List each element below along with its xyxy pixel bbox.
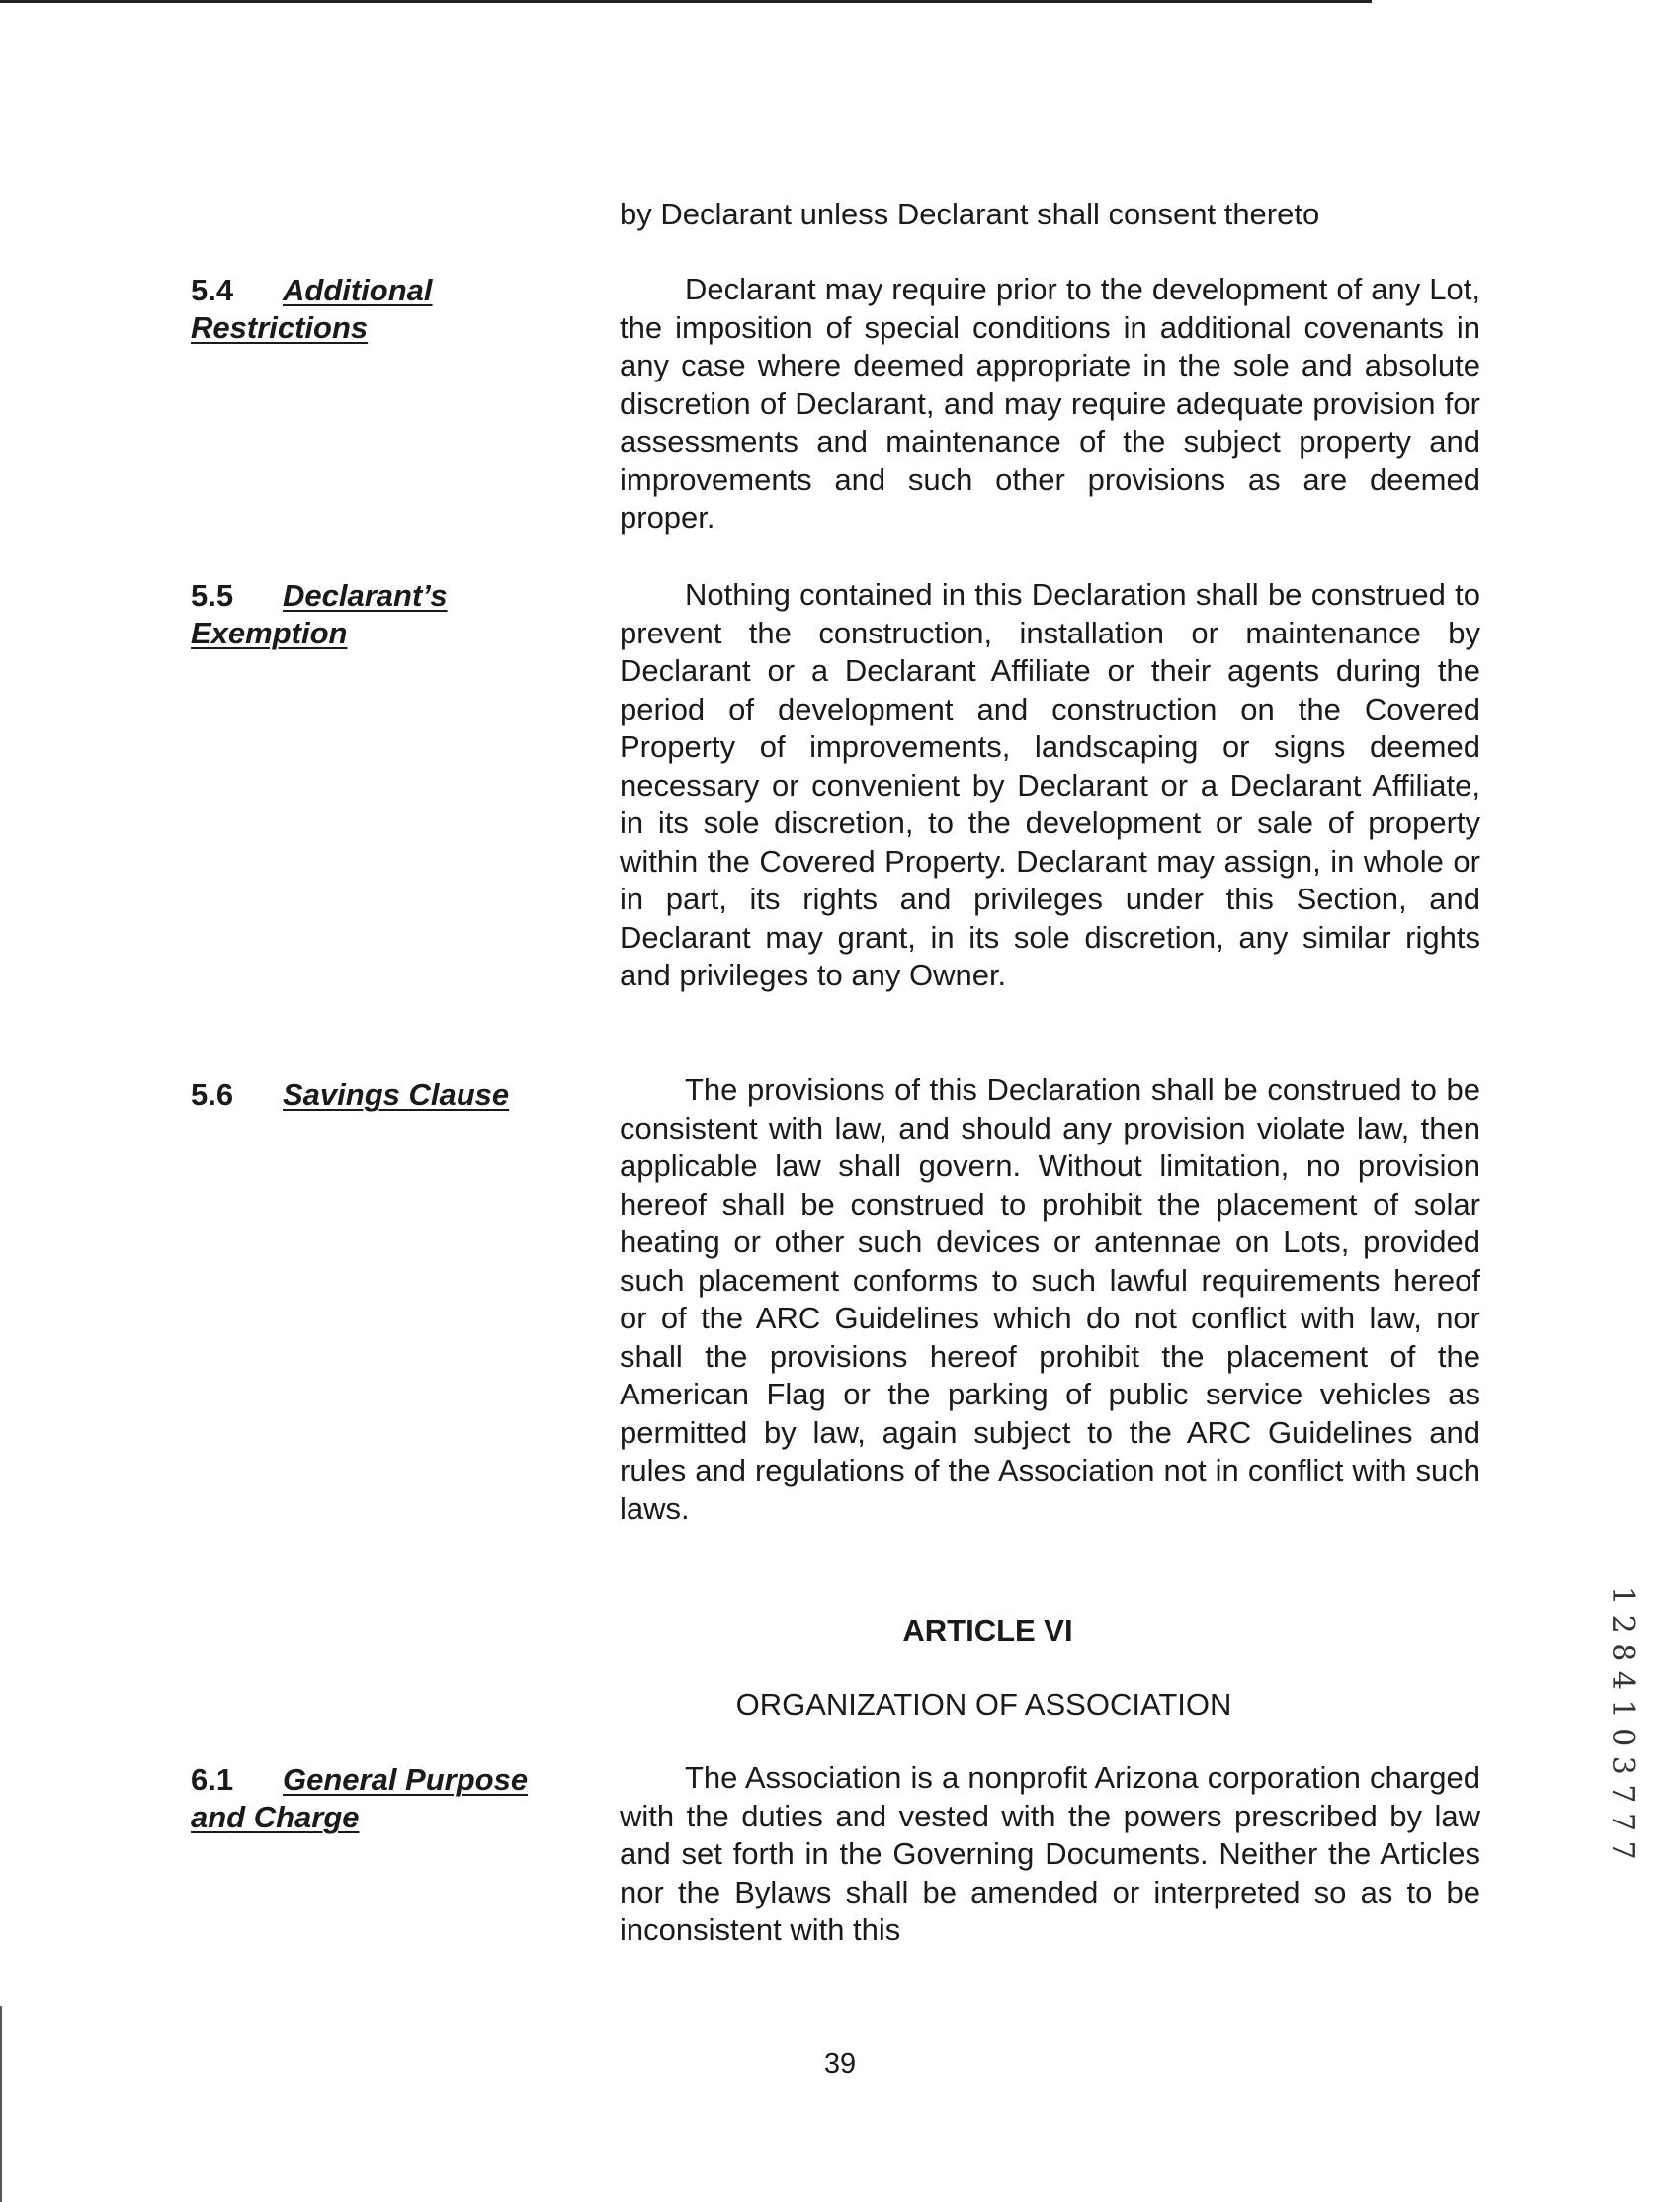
section-5-4-heading — [191, 272, 433, 347]
section-title-line1: General Purpose — [283, 1762, 529, 1797]
left-scan-edge — [0, 2006, 2, 2202]
section-title-line2: Exemption — [191, 616, 348, 650]
section-title-line2: Restrictions — [191, 310, 369, 345]
section-5-6-body: The provisions of this Declaration shall be construed to be consistent with law, and should any provision violate law, then applicable law shall govern. Without limitation, no provision hereof shall be construed to prohibit the placement of solar heating or other such devices or antennae on Lots, provided such placement conforms to such lawful requirements hereof or of the ARC Guidelines which do not conflict with law, nor shall the provisions hereof prohibit the placement of the American Flag or the parking of public service vehicles as permitted by law, again subject to the ARC Guidelines and rules and regulations of the Association not in conflict with such laws. — [620, 1072, 1480, 1526]
section-title-line1: Savings Clause — [283, 1077, 510, 1112]
continuation-line: by Declarant unless Declarant shall consent thereto — [620, 197, 1320, 231]
recording-number-text: 1 2 8 4 1 0 3 7 7 7 — [1605, 1586, 1639, 1860]
article-title: ARTICLE VI — [902, 1613, 1073, 1648]
top-scan-edge — [0, 0, 1372, 3]
section-5-4-body: Declarant may require prior to the development of any Lot, the imposition of special conditions in additional covenants in any case where deemed appropriate in the sole and absolute discretion of Declarant, and may require adequate provision for assessments and maintenance of the subject property and improvements and such other provisions as are deemed proper. — [620, 272, 1480, 535]
recording-number-stamp — [1605, 1586, 1648, 1860]
section-5-6-heading — [191, 1076, 509, 1114]
section-6-1-body: The Association is a nonprofit Arizona corporation charged with the duties and vested with the powers prescribed by law and set forth in the Governing Documents. Neither the Articles nor the Bylaws shall be amended or interpreted so as to be inconsistent with this — [620, 1760, 1480, 1947]
section-number: 6.1 — [191, 1762, 234, 1797]
page-number: 39 — [823, 2048, 857, 2079]
section-title-line1: Declarant’s — [283, 578, 448, 613]
section-number: 5.5 — [191, 578, 234, 613]
section-5-5-heading — [191, 577, 448, 652]
article-subtitle: ORGANIZATION OF ASSOCIATION — [735, 1687, 1232, 1722]
section-number: 5.4 — [191, 273, 234, 307]
section-title-line1: Additional — [283, 273, 433, 307]
section-title-line2: and Charge — [191, 1800, 360, 1834]
section-5-5-body: Nothing contained in this Declaration shall be construed to prevent the construction, installation or maintenance by Declarant or a Declarant Affiliate or their agents during the period of development and construction on the Covered Property of improvements, landscaping or signs deemed necessary or convenient by Declarant or a Declarant Affiliate, in its sole discretion, to the development or sale of property within the Covered Property. Declarant may assign, in whole or in part, its rights and privileges under this Section, and Declarant may grant, in its sole discretion, any similar rights and privileges to any Owner. — [620, 577, 1480, 992]
section-number: 5.6 — [191, 1077, 234, 1112]
section-6-1-heading — [191, 1761, 528, 1836]
